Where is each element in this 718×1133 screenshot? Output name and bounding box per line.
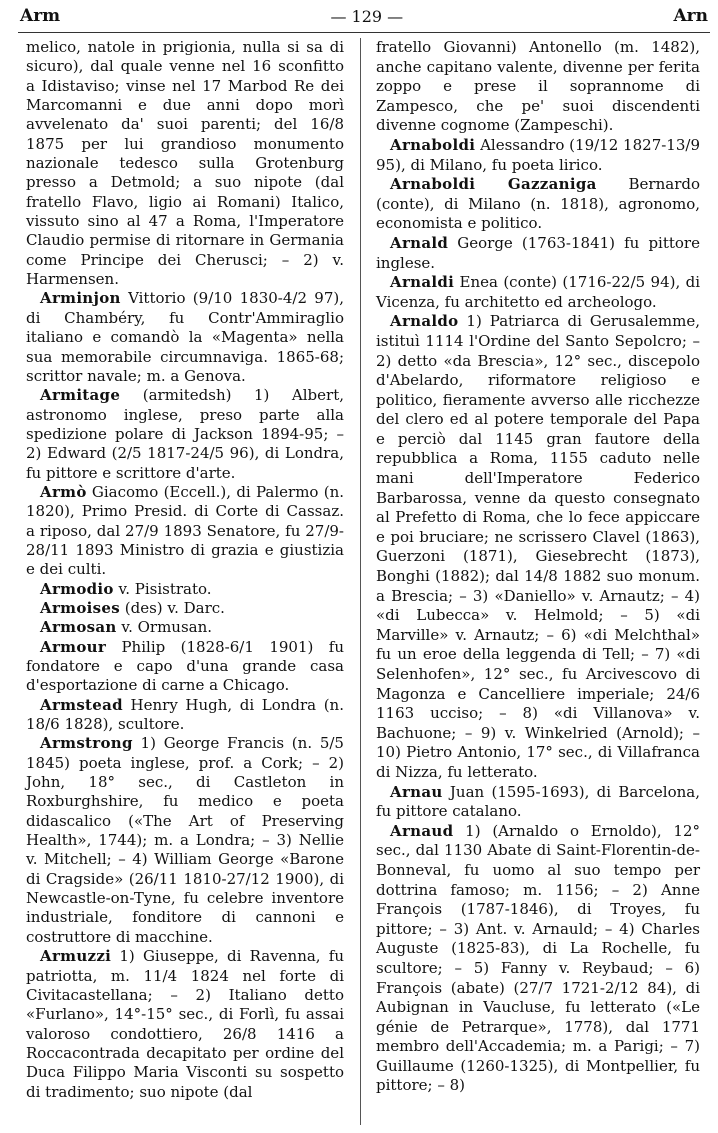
dictionary-entry [376, 175, 700, 234]
dictionary-entry [26, 947, 344, 1102]
entry-text: Philip (1828-6/1 1901) fu fondatore e capo d'una grande casa d'esportazione di carne a Chicago. [26, 637, 344, 695]
entry-text: Bernardo (conte), di Milano (n. 1818), agronomo, economista e politico. [376, 175, 700, 233]
page-header [20, 4, 708, 28]
entry-headword: Arnaud [390, 821, 454, 840]
dictionary-entry [376, 822, 700, 1096]
entry-headword: Armodio [40, 579, 114, 598]
dictionary-entry [376, 273, 700, 312]
entry-text: Giacomo (Eccell.), di Palermo (n. 1820), Primo Presid. di Corte di Cassaz. a riposo, dal 27/9 1893 Senatore, fu 27/9-28/11 1893 Ministro di grazia e giustizia e dei culti. [26, 482, 344, 579]
entry-headword: Armstrong [40, 734, 133, 753]
entry-text: 1) George Francis (n. 5/5 1845) poeta inglese, prof. a Cork; – 2) John, 18° sec., di Castleton in Roxburghshire, fu medico e poeta didascalico («The Art of Preserving Health», 1744); m. a Londra; – 3) Nellie v. Mitchell; – 4) William George «Barone di Cragside» (26/11 1810-27/12 1900), di Newcastle-on-Tyne, fu celebre inventore industriale, fonditore di cannoni e costruttore di macchine. [26, 734, 344, 946]
dictionary-entry [26, 386, 344, 483]
entry-text: v. Ormusan. [121, 618, 213, 637]
dictionary-entry [26, 696, 344, 735]
entry-headword: Armstead [40, 695, 123, 714]
dictionary-entry [26, 483, 344, 580]
entry-continuation [376, 38, 700, 136]
dictionary-entry [376, 136, 700, 175]
entry-text: fratello Giovanni) Antonello (m. 1482), anche capitano valente, divenne per ferita zoppo e prese il soprannome di Zampesco, che pe' suoi discendenti divenne cognome (Zampeschi). [376, 38, 700, 135]
page-number: — 129 — [330, 6, 404, 26]
dictionary-entry [26, 618, 344, 637]
entry-text: 1) (Arnaldo o Ernoldo), 12° sec., dal 1130 Abate di Saint-Florentin-de-Bonneval, fu uomo al suo tempo per dottrina famoso; m. 1156; – 2) Anne François (1787-1846), di Troyes, fu pittore; – 3) Ant. v. Arnauld; – 4) Charles Auguste (1825-83), di La Rochelle, fu scultore; – 5) Fanny v. Reybaud; – 6) François (abate) (27/7 1721-2/12 84), di Aubignan in Vaucluse, fu letterato («Le génie de Petrarque», 1778), dal 1771 membro dell'Accademia; m. a Parigi; – 7) Guillaume (1260-1325), di Montpellier, fu pittore; – 8) [376, 821, 700, 1095]
entry-text: Henry Hugh, di Londra (n. 18/6 1828), scultore. [26, 695, 344, 734]
entry-headword: Arnaldo [390, 312, 459, 331]
entry-headword: Arnaboldi [390, 135, 476, 154]
entry-headword: Arnald [390, 233, 449, 252]
running-head-right: Arn [673, 6, 708, 26]
entry-headword: Arminjon [40, 289, 121, 308]
entry-text: Enea (conte) (1716-22/5 94), di Vicenza, fu architetto ed archeologo. [376, 273, 700, 311]
entry-headword: Arnaboldi Gazzaniga [390, 175, 597, 194]
entry-headword: Armò [40, 482, 87, 501]
dictionary-entry [26, 580, 344, 599]
dictionary-entry [26, 638, 344, 696]
entry-headword: Arnaldi [390, 273, 455, 292]
dictionary-entry [26, 599, 344, 618]
column-divider [360, 38, 361, 1125]
dictionary-entry [376, 783, 700, 822]
entry-text: Alessandro (19/12 1827-13/9 95), di Milano, fu poeta lirico. [376, 135, 700, 174]
entry-text: 1) Patriarca di Gerusalemme, istituì 1114 l'Ordine del Santo Sepolcro; – 2) detto «da Brescia», 12° sec., discepolo d'Abelardo, riformatore religioso e politico, fieramente avverso alle ricchezze del clero ed al potere temporale del Papa e perciò dal 1145 gran fautore della repubblica a Roma, 1155 caduto nelle mani dell'Imperatore Federico Barbarossa, venne da questo consegnato al Prefetto di Roma, che lo fece appiccare e poi bruciare; ne scrissero Clavel (1863), Guerzoni (1871), Giesebrecht (1873), Bonghi (1882); dal 14/8 1882 suo monum. a Brescia; – 3) «Daniello» v. Arnautz; – 4) «di Lubecca» v. Helmold; – 5) «di Marville» v. Arnautz; – 6) «di Melchthal» fu un eroe della leggenda di Tell; – 7) «di Selenhofen», 12° sec., fu Arcivescovo di Magonza e Cancelliere imperiale; 24/6 1163 ucciso; – 8) «di Villanova» v. Bachuone; – 9) v. Winkelried (Arnold); – 10) Pietro Antonio, 17° sec., di Villafranca di Nizza, fu letterato. [376, 312, 700, 781]
entry-text: v. Pisistrato. [118, 579, 212, 598]
left-column [26, 38, 344, 1102]
entry-headword: Armuzzi [40, 947, 112, 966]
entry-text: Vittorio (9/10 1830-4/2 97), di Chambéry, fu Contr'Ammiraglio italiano e comandò la «Magenta» nella sua memorabile circumnaviga. 1865-68; scrittor navale; m. a Genova. [26, 289, 344, 385]
entry-text: 1) Giuseppe, di Ravenna, fu patriotta, m. 11/4 1824 nel forte di Civitacastellana; – 2) Italiano detto «Furlano», 14°-15° sec., di Forlì, fu assai valoroso condottiero, 26/8 1416 a Roccacontrada decapitato per ordine del Duca Filippo Maria Visconti su sospetto di tradimento; suo nipote (dal [26, 947, 344, 1101]
entry-continuation [26, 38, 344, 289]
dictionary-entry [376, 234, 700, 273]
entry-text: melico, natole in prigionia, nulla si sa di sicuro), dal quale venne nel 16 sconfitto a Idistaviso; vinse nel 17 Marbod Re dei Marcomanni e due anni dopo morì avvelenato da' suoi parenti; del 16/8 1875 per lui grandioso monumento nazionale tedesco sulla Grotenburg presso a Detmold; a suo nipote (dal fratello Flavo, ligio ai Romani) Italico, vissuto sino al 47 a Roma, l'Imperatore Claudio permise di ritornare in Germania come Principe dei Cherusci; – 2) v. Harmensen. [26, 38, 344, 289]
entry-headword: Armosan [40, 618, 117, 637]
running-head-left: Arm [20, 6, 61, 26]
entry-text: (des) v. Darc. [124, 598, 225, 617]
entry-text: George (1763-1841) fu pittore inglese. [376, 233, 700, 272]
entry-text: (armitedsh) 1) Albert, astronomo inglese, preso parte alla spedizione polare di Jackson 1894-95; – 2) Edward (2/5 1817-24/5 96), di Londra, fu pittore e scrittore d'arte. [26, 386, 344, 482]
right-column [376, 38, 700, 1096]
entry-headword: Arnau [390, 782, 443, 801]
dictionary-entry [376, 312, 700, 782]
dictionary-entry [26, 289, 344, 386]
entry-headword: Armoises [40, 598, 120, 617]
dictionary-entry [26, 734, 344, 947]
entry-headword: Armour [40, 637, 107, 656]
entry-headword: Armitage [40, 386, 121, 405]
entry-text: Juan (1595-1693), di Barcelona, fu pittore catalano. [376, 782, 700, 821]
header-rule [18, 32, 710, 33]
